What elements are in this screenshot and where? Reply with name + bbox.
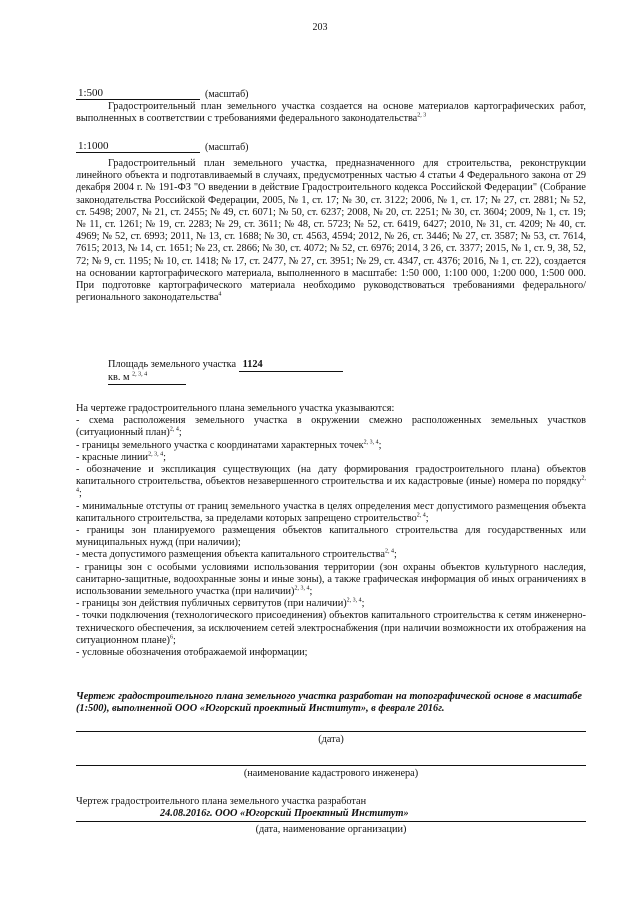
requirement-item-tail: ;: [173, 634, 176, 646]
requirement-item: [76, 464, 586, 501]
requirement-item-footnote: 2, 4: [384, 549, 394, 556]
area-unit-wrap: [108, 372, 186, 385]
requirement-item-text: - границы земельного участка с координатами характерных точек: [76, 439, 364, 451]
developed-text: Чертеж градостроительного плана земельного участка разработан: [76, 796, 367, 807]
drawing-requirements: [76, 403, 586, 659]
scale-label-1: (масштаб): [205, 89, 249, 100]
topographic-statement: Чертеж градостроительного плана земельного участка разработан на топографической основе в масштабе (1:500), выполненной ООО «Югорский проектный Институт», в феврале 2016г.: [76, 691, 582, 715]
requirements-list: [76, 415, 586, 659]
requirement-item-footnote: 6: [170, 634, 173, 641]
scale-label-2: (масштаб): [205, 142, 249, 153]
area-footnote: 2, 3, 4: [132, 371, 148, 378]
requirement-item-text: - места допустимого размещения объекта капитального строительства: [76, 549, 385, 561]
requirement-item: [76, 598, 586, 610]
date-line: [76, 731, 586, 732]
requirement-item-tail: ;: [393, 549, 397, 561]
requirement-item-text: - схема расположения земельного участка в окружении смежно расположенных земельных участков (ситуационный план): [76, 415, 586, 439]
requirement-item-text: - точки подключения (технологического присоединения) объектов капитального строительства к сетям инженерно-технического обеспечения, за исключением сетей электроснабжения (при наличии возможности их отображения на ситуационном плане): [76, 610, 586, 646]
requirement-item: [76, 647, 586, 659]
requirement-item-tail: ;: [425, 512, 429, 524]
requirement-item-footnote: 2, 3, 4: [294, 585, 310, 592]
drawing-intro: На чертеже градостроительного плана земельного участка указываются:: [76, 403, 395, 414]
requirement-item: [76, 610, 586, 647]
area-value: 1124: [239, 359, 343, 372]
paragraph-1: [76, 101, 586, 125]
paragraph-1-text: Градостроительный план земельного участка создается на основе материалов картографических работ, выполненных в соответствии с требованиями федерального законодательства: [76, 101, 586, 125]
requirement-item-tail: ;: [178, 427, 182, 439]
developed-label: (дата, наименование организации): [255, 824, 407, 835]
requirement-item-text: - условные обозначения отображаемой информации;: [76, 647, 308, 659]
area-label: Площадь земельного участка: [108, 359, 237, 370]
scale-value-2: 1:1000: [76, 140, 200, 153]
developed-value: 24.08.2016г. ООО «Югорский Проектный Институт»: [160, 808, 409, 819]
requirement-item-tail: ;: [361, 598, 365, 610]
requirement-item: [76, 440, 586, 452]
requirement-item: [76, 501, 586, 525]
requirement-item: [76, 415, 586, 439]
area-unit: кв. м: [108, 372, 130, 384]
page-number: 203: [312, 22, 328, 33]
requirement-item-text: - границы зон с особыми условиями использования территории (зон охраны объектов культурного наследия, санитарно-защитные, водоохранные зоны и иные зоны), а также графическая информация об иных ограничениях в использовании земельного участка (при наличии): [76, 561, 586, 598]
paragraph-2: [76, 158, 586, 304]
requirement-item-footnote: 2, 4: [416, 512, 426, 519]
requirement-item-footnote: 2, 4: [76, 475, 586, 494]
requirement-item-footnote: 2, 3, 4: [148, 451, 164, 458]
requirement-item-tail: ;: [163, 451, 166, 463]
requirement-item-footnote: 2, 3, 4: [346, 597, 362, 604]
requirement-item: [76, 549, 586, 561]
requirement-item: [76, 525, 586, 549]
paragraph-2-footnote: 4: [218, 291, 222, 298]
requirement-item-text: - границы зон действия публичных сервитутов (при наличии): [76, 598, 347, 610]
requirement-item-text: - обозначение и экспликация существующих (на дату формирования градостроительного плана) объектов капитального строительства, объектов незавершенного строительства и их кадастровые (иные) номера по порядку: [76, 464, 586, 488]
requirement-item-text: - минимальные отступы от границ земельного участка в целях определения мест допустимого размещения объекта капитального строительства, за пределами которых запрещено строительство: [76, 500, 586, 524]
requirement-item-tail: ;: [378, 439, 382, 451]
engineer-line: [76, 765, 586, 766]
engineer-label: (наименование кадастрового инженера): [243, 768, 419, 779]
paragraph-2-text: Градостроительный план земельного участка, предназначенного для строительства, реконструкции линейного объекта и подготавливаемый в случаях, предусмотренных частью 4 статьи 4 Федерального закона от 29 декабря 2004 г. № 191-ФЗ "О введении в действие Градостроительного кодекса Российской Федерации" (Собрание законодательства Российской Федерации, 2005, № 1, ст. 17; № 30, ст. 3122; 2006, № 1, ст. 17; № 27, ст. 2881; № 52, ст. 5498; 2007, № 21, ст. 2455; № 49, ст. 6071; № 50, ст. 6237; 2008, № 20, ст. 2251; № 30, ст. 3604; 2009, № 1, ст. 19; № 11, ст. 1261; № 19, ст. 2283; № 29, ст. 3611; № 48, ст. 5723; № 52, ст. 6419, 6427; 2010, № 31, ст. 4209; № 40, ст. 4969; № 52, ст. 6993; 2011, № 13, ст. 1688; № 30, ст. 4563, 4594; 2012, № 26, ст. 3446; № 27, ст. 3587; № 53, ст. 7614, 7615; 2013, № 14, ст. 1651; № 23, ст. 2866; № 30, ст. 4072; № 52, ст. 6976; 2014, 3 26, ст. 3377; 2015, № 1, ст. 9, 38, 52, 72; № 9, ст. 1195; № 10, ст. 1418; № 17, ст. 2477, № 27, ст. 3951; № 29, ст. 4347, ст. 4376; 2016, № 1, ст. 22), создается на основании картографического материала, выполненного в масштабе: 1:50 000, 1:100 000, 1:200 000, 1:500 000. При подготовке картографического материала необходимо руководствоваться требованиями федерального/регионального законодательства: [76, 158, 586, 304]
scale-value-1: 1:500: [76, 87, 200, 100]
requirement-item-footnote: 2, 4: [169, 426, 179, 433]
requirement-item-tail: ;: [79, 488, 82, 500]
requirement-item-footnote: 2, 3, 4: [363, 439, 379, 446]
paragraph-1-footnote: 2, 3: [417, 112, 427, 119]
requirement-item-text: - границы зон планируемого размещения объектов капитального строительства для государственных или муниципальных нужд (при наличии);: [76, 525, 586, 549]
requirement-item: [76, 562, 586, 599]
date-label: (дата): [318, 734, 344, 745]
area-row: [108, 359, 408, 385]
requirement-item-text: - красные линии: [76, 451, 149, 463]
requirement-item-tail: ;: [309, 586, 313, 598]
requirement-item: [76, 452, 586, 464]
developed-line: [76, 821, 586, 822]
